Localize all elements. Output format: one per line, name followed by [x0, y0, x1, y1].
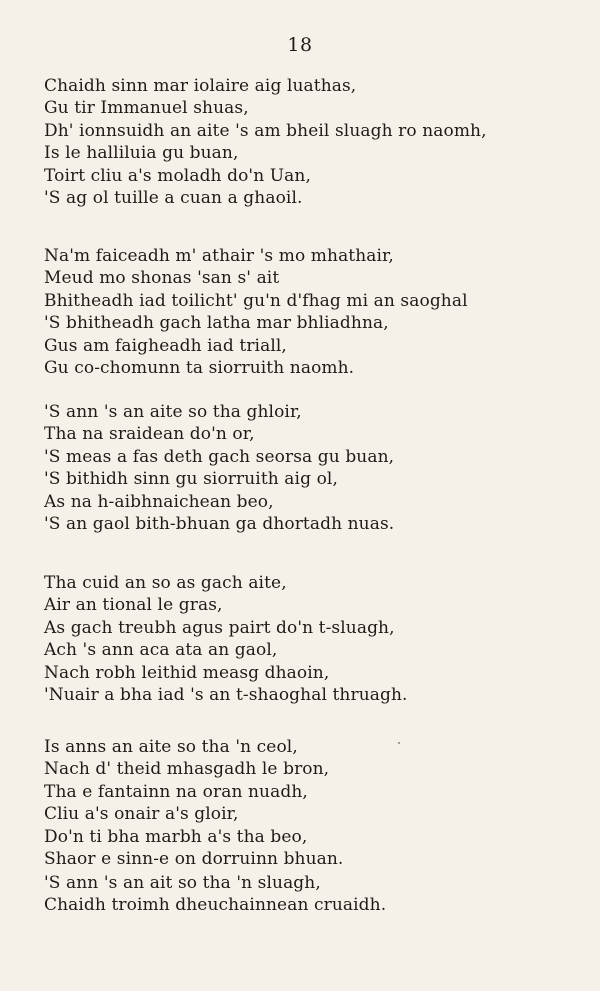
verse-line: Gu co-chomunn ta siorruith naomh. — [44, 358, 355, 379]
verse-line: As gach treubh agus pairt do'n t-sluagh, — [44, 617, 395, 638]
verse-line: Chaidh sinn mar iolaire aig luathas, — [44, 76, 357, 96]
verse-line: Tha na sraidean do'n or, — [44, 424, 255, 445]
verse-line: Bhitheadh iad toilicht' gu'n d'fhag mi an saoghal — [44, 290, 468, 311]
verse-line: 'S ag ol tuille a cuan a ghaoil. — [44, 188, 303, 209]
verse-line: Shaor e sinn-e on dorruinn bhuan. — [44, 849, 344, 870]
stanza-5 — [44, 736, 564, 870]
verse-line: 'S meas a fas deth gach seorsa gu buan, — [44, 446, 395, 467]
verse-line: Toirt cliu a's moladh do'n Uan, — [44, 165, 311, 186]
verse-line: Meud mo shonas 'san s' ait — [44, 268, 280, 289]
print-speck — [398, 742, 400, 744]
verse-line: Chaidh troimh dheuchainnean cruaidh. — [44, 895, 387, 916]
verse-line: 'S an gaol bith-bhuan ga dhortadh nuas. — [44, 514, 395, 535]
stanza-4 — [44, 572, 564, 706]
verse-line: Gus am faigheadh iad triall, — [44, 335, 287, 356]
verse-line: 'S ann 's an aite so tha ghloir, — [44, 402, 302, 422]
verse-line: Tha cuid an so as gach aite, — [44, 573, 287, 593]
verse-line: Gu tir Immanuel shuas, — [44, 98, 249, 119]
verse-line: 'S ann 's an ait so tha 'n sluagh, — [44, 873, 321, 893]
stanza-6 — [44, 872, 564, 917]
verse-line: Nach d' theid mhasgadh le bron, — [44, 759, 330, 780]
stanza-3 — [44, 401, 564, 535]
verse-line: Nach robh leithid measg dhaoin, — [44, 662, 330, 683]
stanza-2 — [44, 245, 564, 379]
verse-line: Air an tional le gras, — [44, 595, 223, 616]
verse-line: Ach 's ann aca ata an gaol, — [44, 640, 278, 661]
stanza-1 — [44, 75, 564, 209]
verse-line: Is le halliluia gu buan, — [44, 143, 239, 164]
page-number: 18 — [287, 34, 313, 56]
verse-line: 'Nuair a bha iad 's an t-shaoghal thruagh. — [44, 685, 408, 706]
verse-line: Na'm faiceadh m' athair 's mo mhathair, — [44, 246, 394, 266]
verse-line: Cliu a's onair a's gloir, — [44, 804, 239, 825]
verse-line: Is anns an aite so tha 'n ceol, — [44, 737, 298, 757]
verse-line: Tha e fantainn na oran nuadh, — [44, 781, 308, 802]
verse-line: Do'n ti bha marbh a's tha beo, — [44, 826, 308, 847]
verse-line: 'S bithidh sinn gu siorruith aig ol, — [44, 469, 338, 490]
verse-line: Dh' ionnsuidh an aite 's am bheil sluagh ro naomh, — [44, 120, 487, 141]
verse-line: As na h-aibhnaichean beo, — [44, 491, 274, 512]
verse-line: 'S bhitheadh gach latha mar bhliadhna, — [44, 313, 389, 334]
